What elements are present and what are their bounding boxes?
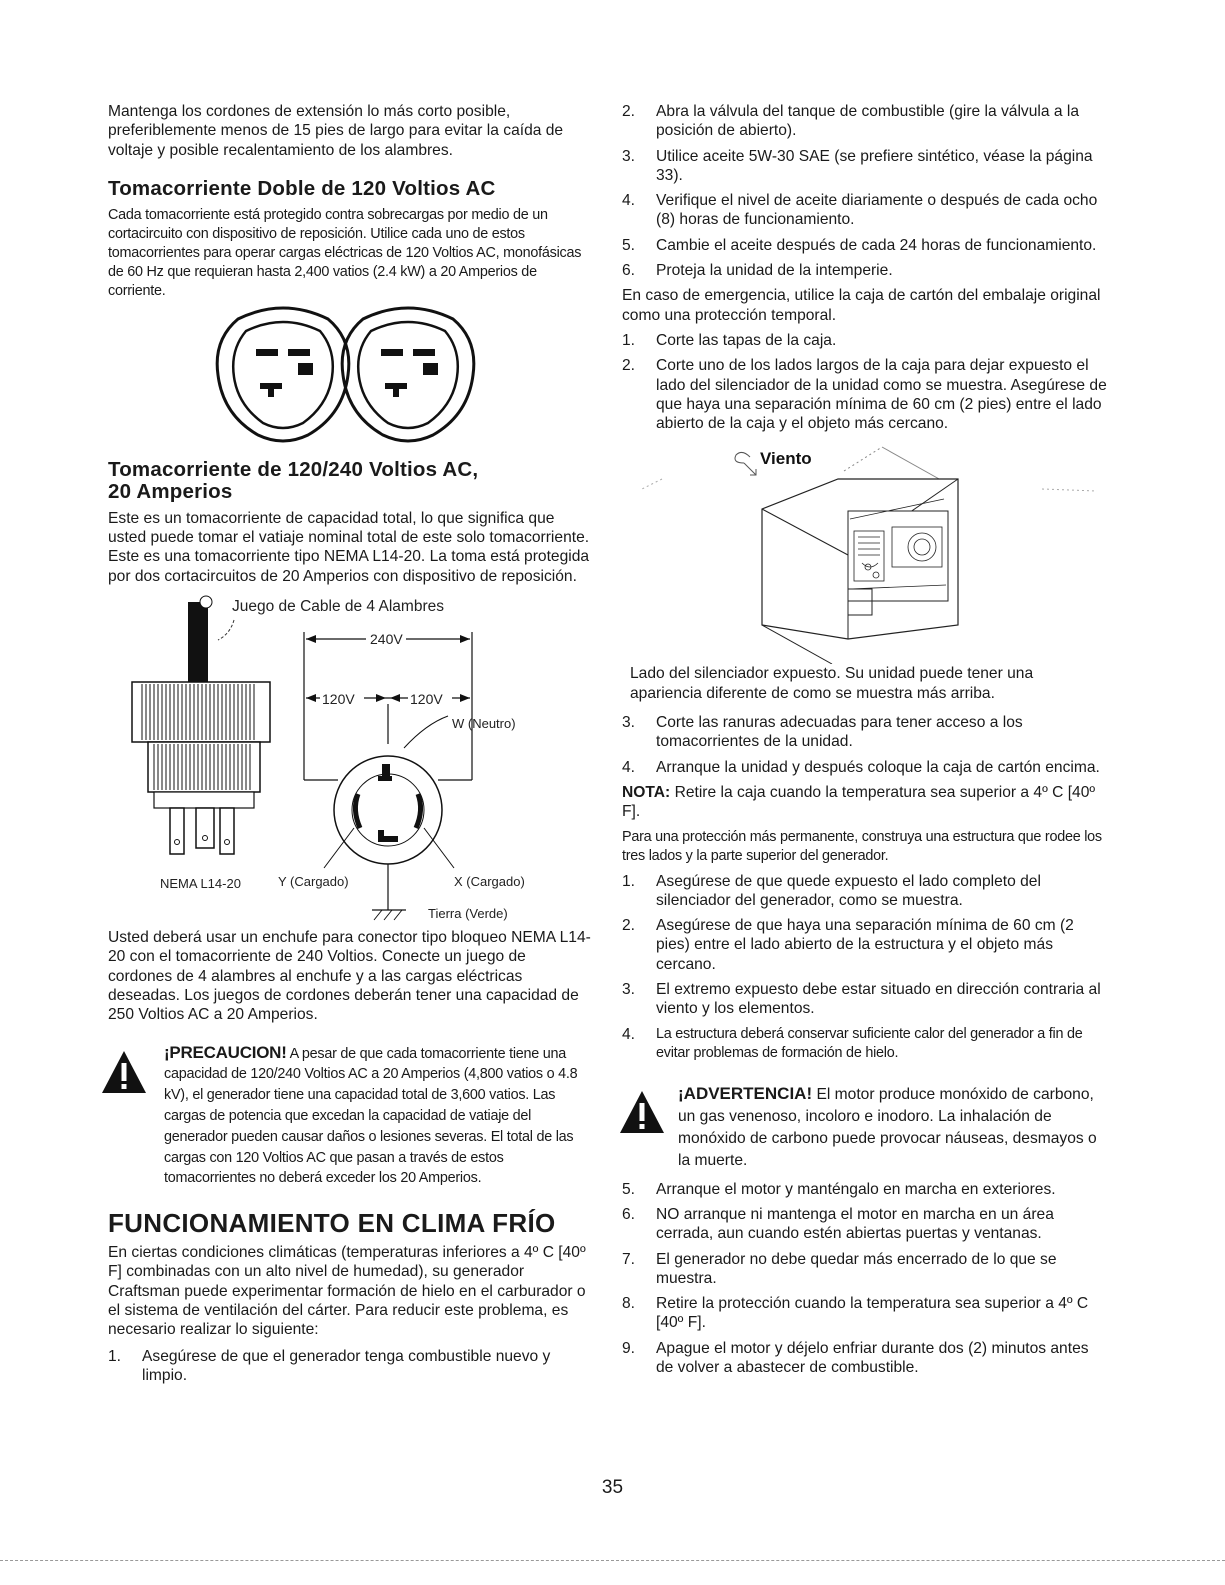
list-item: 4. La estructura deberá conservar suficiente calor del generador a fin de evitar problemas de formación de hielo.	[622, 1025, 1083, 1061]
list-item: 3. Corte las ranuras adecuadas para tener acceso a los tomacorrientes de la unidad.	[622, 714, 1023, 751]
caution-body: A pesar de que cada tomacorriente tiene una capacidad de 120/240 Voltios AC a 20 Amperios (4,800 vatios o 4.8 kV), el generador tiene una capacidad total de 3,600 vatios. Las cargas de potencia que excedan la capacidad de vatiaje del generador pueden causar daños o lesiones severas. El total de las cargas con 120 Voltios AC que pasan a través de estos tomacorrientes no deberá exceder los 20 Amperios.	[164, 1045, 578, 1187]
list-item: 5. Cambie el aceite después de cada 24 horas de funcionamiento.	[622, 236, 1097, 254]
box-steps-b	[622, 713, 1107, 777]
list-item: 3. Utilice aceite 5W-30 SAE (se prefiere sintético, véase la página 33).	[622, 147, 1093, 184]
right-column	[622, 100, 1107, 1377]
y-label: Y (Cargado)	[278, 874, 349, 890]
caution-title: ¡PRECAUCION!	[164, 1042, 287, 1062]
list-item: 4. Arranque la unidad y después coloque la caja de cartón encima.	[622, 758, 1100, 776]
list-item: 2. Asegúrese de que haya una separación mínima de 60 cm (2 pies) entre el lado abierto de la estructura y el objeto más cercano.	[622, 917, 1074, 973]
box-caption: Lado del silenciador expuesto. Su unidad puede tener una apariencia diferente de como se muestra más arriba.	[630, 665, 1034, 702]
list-item: 1. Asegúrese de que el generador tenga combustible nuevo y limpio.	[108, 1347, 551, 1384]
cold-weather-steps	[108, 1347, 593, 1386]
v240-label: 240V	[370, 631, 403, 648]
list-item: 1. Corte las tapas de la caja.	[622, 331, 837, 349]
list-item: 9. Apague el motor y déjelo enfriar durante dos (2) minutos antes de volver a abastecer de combustible.	[622, 1339, 1089, 1376]
warning-triangle-icon	[108, 1043, 164, 1190]
list-item: 1. Asegúrese de que quede expuesto el lado completo del silenciador del generador, como se muestra.	[622, 872, 1041, 909]
list-item: 6. NO arranque ni mantenga el motor en marcha en un área cerrada, aun cuando estén abiertas puertas y ventanas.	[622, 1205, 1054, 1243]
warning-title: ¡ADVERTENCIA!	[678, 1083, 813, 1103]
x-label: X (Cargado)	[454, 874, 525, 890]
l1420-plug-diagram	[108, 584, 593, 924]
l1420-heading-line1: Tomacorriente de 120/240 Voltios AC,	[108, 457, 479, 481]
duplex-heading: Tomacorriente Doble de 120 Voltios AC	[108, 176, 496, 200]
warning-block	[622, 1083, 1107, 1172]
wind-label: Viento	[760, 449, 812, 469]
ground-label: Tierra (Verde)	[428, 906, 508, 922]
outlet-1	[217, 308, 349, 441]
nema-label: NEMA L14-20	[160, 876, 241, 892]
note-paragraph	[622, 783, 1107, 822]
plug-paragraph: Usted deberá usar un enchufe para conector tipo bloqueo NEMA L14-20 con el tomacorriente de 240 Voltios. Conecte un juego de cordones de 4 alambres al enchufe y a las cargas eléctricas deseadas. Los juegos de cordones deberán tener una capacidad de 250 Voltios AC a 20 Amperios.	[108, 929, 591, 1024]
note-label: NOTA:	[622, 783, 671, 801]
note-body: Retire la caja cuando la temperatura sea superior a 4º C [40º F].	[622, 783, 1096, 821]
list-item: 7. El generador no debe quedar más encerrado de lo que se muestra.	[622, 1250, 1057, 1287]
list-item: 3. El extremo expuesto debe estar situado en dirección contraria al viento y los elementos.	[622, 981, 1101, 1018]
cold-weather-heading: FUNCIONAMIENTO EN CLIMA FRÍO	[108, 1208, 556, 1239]
list-item: 8. Retire la protección cuando la temperatura sea superior a 4º C [40º F].	[622, 1295, 1089, 1332]
generator-box-illustration	[622, 439, 1107, 664]
emergency-paragraph: En caso de emergencia, utilice la caja de cartón del embalaje original como una protección temporal.	[622, 287, 1101, 324]
list-item: 6. Proteja la unidad de la intemperie.	[622, 262, 893, 280]
list-item: 2. Abra la válvula del tanque de combustible (gire la válvula a la posición de abierto).	[622, 103, 1080, 140]
page-bottom-rule	[0, 1560, 1225, 1561]
list-item: 2. Corte uno de los lados largos de la caja para dejar expuesto el lado del silenciador de la unidad como se muestra. Asegúrese de que haya una separación mínima de 60 cm (2 pies) entre el lado abierto de la caja y el objeto más cercano.	[622, 357, 1107, 433]
outlet-2	[342, 308, 474, 441]
warning-body: El motor produce monóxido de carbono, un gas venenoso, incoloro e inodoro. La inhalación de monóxido de carbono puede provocar náuseas, desmayos o la muerte.	[678, 1085, 1097, 1169]
warning-triangle-icon	[622, 1083, 678, 1172]
list-item: 4. Verifique el nivel de aceite diariamente o después de cada ocho (8) horas de funcionamiento.	[622, 192, 1098, 229]
v120b-label: 120V	[410, 691, 443, 708]
box-steps	[622, 331, 1107, 433]
steps-a	[622, 102, 1107, 280]
final-steps	[622, 1180, 1107, 1378]
left-column	[108, 100, 593, 1385]
neutral-label: W (Neutro)	[452, 716, 516, 732]
caution-block	[108, 1043, 593, 1190]
duplex-paragraph: Cada tomacorriente está protegido contra sobrecargas por medio de un cortacircuito con dispositivo de reposición. Utilice cada uno de estos tomacorrientes para operar cargas eléctricas de 120 Voltios AC, monofásicas de 60 Hz que requieran hasta 2,400 vatios (2.4 kW) a 20 Amperios de corriente.	[108, 206, 582, 299]
cold-weather-paragraph: En ciertas condiciones climáticas (temperaturas inferiores a 4º C [40º F] combinadas con un alto nivel de humedad), su generador Craftsman puede experimentar formación de hielo en el carburador o el sistema de ventilación del cárter. Para reducir este problema, es necesario realizar lo siguiente:	[108, 1244, 586, 1339]
duplex-outlet-illustration	[108, 305, 593, 445]
cord-label: Juego de Cable de 4 Alambres	[232, 598, 444, 616]
permanent-paragraph: Para una protección más permanente, construya una estructura que rodee los tres lados y la parte superior del generador.	[622, 828, 1102, 864]
v120a-label: 120V	[322, 691, 355, 708]
l1420-heading-line2: 20 Amperios	[108, 479, 233, 503]
list-item: 5. Arranque el motor y manténgalo en marcha en exteriores.	[622, 1180, 1056, 1198]
structure-steps	[622, 872, 1107, 1063]
extension-cord-paragraph: Mantenga los cordones de extensión lo más corto posible, preferiblemente menos de 15 pies de largo para evitar la caída de voltaje y posible recalentamiento de los alambres.	[108, 103, 564, 159]
l1420-paragraph: Este es un tomacorriente de capacidad total, lo que significa que usted puede tomar el vatiaje nominal total de este solo tomacorriente. Este es una tomacorriente tipo NEMA L14-20. La toma está protegida por dos cortacircuitos de 20 Amperios con dispositivo de reposición.	[108, 509, 590, 585]
page-number: 35	[601, 1477, 624, 1498]
